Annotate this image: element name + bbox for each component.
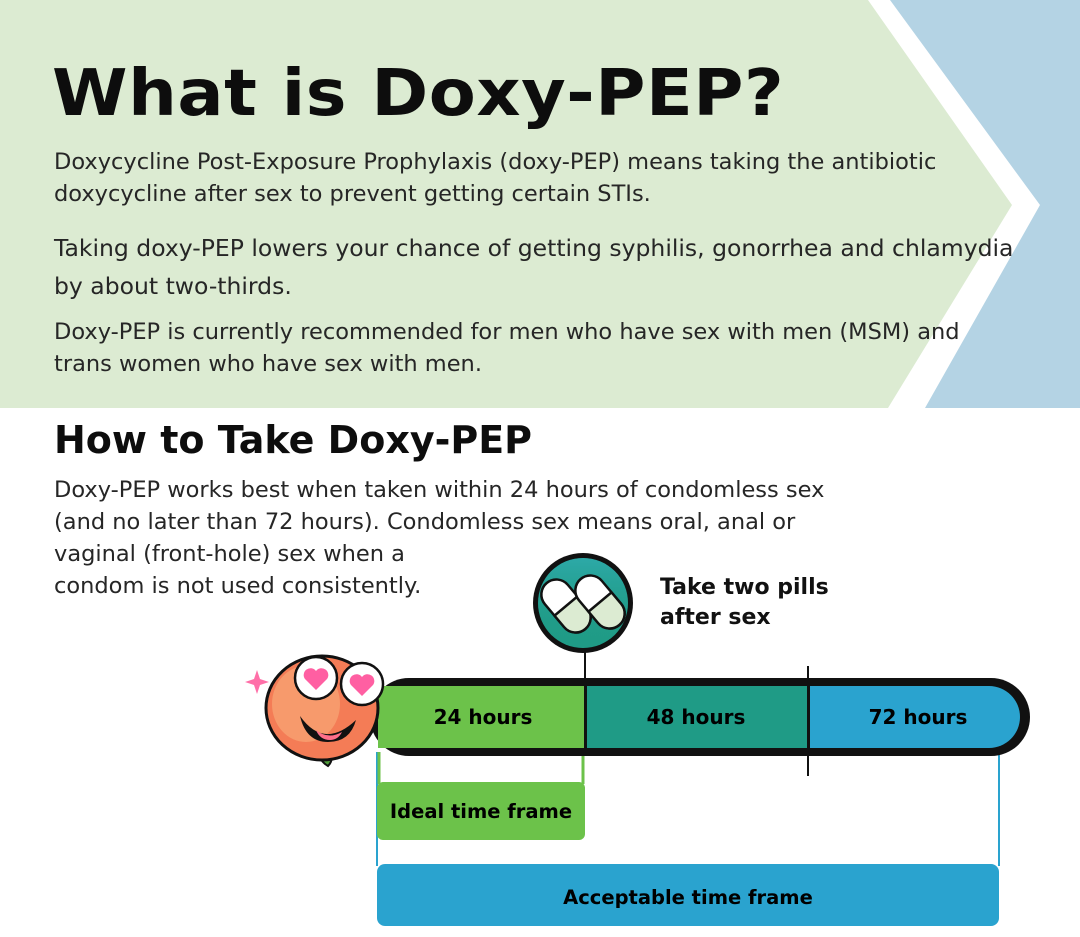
pill-caption xyxy=(660,573,829,633)
definition-paragraph: Doxycycline Post-Exposure Prophylaxis (doxy-PEP) means taking the antibiotic doxycycline after sex to prevent getting certain STIs. xyxy=(54,149,937,207)
pill-caption-line: after sex xyxy=(660,605,771,630)
instructions-line: Doxy-PEP works best when taken within 24 hours of condomless sex xyxy=(54,477,825,503)
recommendation-paragraph: Doxy-PEP is currently recommended for men who have sex with men (MSM) and trans women who have sex with men. xyxy=(54,319,960,377)
heart-eye-icon xyxy=(295,657,337,699)
instructions-line: vaginal (front-hole) sex when a xyxy=(54,541,405,567)
segment-48h-label: 48 hours xyxy=(646,705,746,729)
sparkle-icon xyxy=(245,670,269,694)
section-heading: How to Take Doxy-PEP xyxy=(54,418,533,462)
peach-mascot-icon xyxy=(266,656,383,766)
ideal-frame-label: Ideal time frame xyxy=(389,800,573,823)
instructions-line: condom is not used consistently. xyxy=(54,573,422,599)
effectiveness-paragraph: Taking doxy-PEP lowers your chance of getting syphilis, gonorrhea and chlamydia by about two-thirds. xyxy=(54,234,1014,300)
pill-caption-line: Take two pills xyxy=(660,575,829,600)
page-title: What is Doxy-PEP? xyxy=(52,57,785,131)
heart-eye-icon xyxy=(341,663,383,705)
acceptable-frame-label: Acceptable time frame xyxy=(563,886,813,909)
instructions-line: (and no later than 72 hours). Condomless sex means oral, anal or xyxy=(54,509,796,535)
segment-72h-label: 72 hours xyxy=(868,705,968,729)
pill-icon xyxy=(533,553,633,653)
timeline-graphic xyxy=(0,540,1080,937)
segment-24h-label: 24 hours xyxy=(433,705,533,729)
